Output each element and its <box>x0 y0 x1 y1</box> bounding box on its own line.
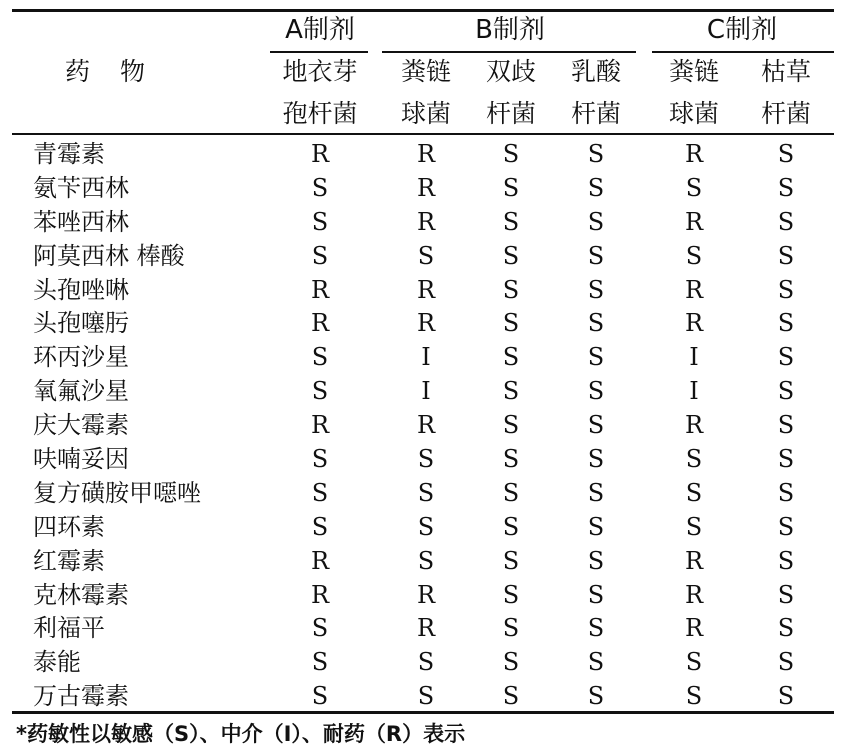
result-cell: R <box>684 140 704 168</box>
group-b-header: B制剂 <box>475 15 545 45</box>
result-cell: S <box>587 478 605 507</box>
col-header-5-line1: 粪链 <box>668 57 719 86</box>
result-cell: S <box>685 445 703 474</box>
result-cell: S <box>685 478 703 507</box>
result-cell: R <box>684 614 704 643</box>
result-cell: S <box>685 648 703 677</box>
result-cell: S <box>311 682 329 711</box>
col-header-3-line1: 双歧 <box>485 57 536 86</box>
table-row <box>0 206 844 240</box>
result-cell: S <box>777 241 795 270</box>
result-cell: S <box>587 445 605 474</box>
result-cell: S <box>417 546 435 575</box>
result-cell: S <box>777 411 795 440</box>
result-cell: S <box>777 343 795 372</box>
result-cell: S <box>502 173 520 202</box>
result-cell: I <box>421 343 431 372</box>
drug-column-header: 药物 <box>64 57 175 86</box>
result-cell: S <box>417 445 435 474</box>
result-cell: R <box>416 580 436 609</box>
result-cell: R <box>416 411 436 440</box>
drug-name-cell: 红霉素 <box>33 546 105 575</box>
result-cell: S <box>417 241 435 270</box>
table-row <box>0 443 844 477</box>
col-header-4-line2: 杆菌 <box>570 99 621 128</box>
result-cell: S <box>587 614 605 643</box>
table-row <box>0 274 844 308</box>
result-cell: R <box>416 140 436 168</box>
result-cell: I <box>421 377 431 406</box>
result-cell: S <box>587 580 605 609</box>
result-cell: S <box>587 275 605 304</box>
table-body <box>0 138 844 714</box>
result-cell: S <box>587 411 605 440</box>
result-cell: S <box>502 309 520 338</box>
result-cell: S <box>311 343 329 372</box>
result-cell: S <box>502 512 520 541</box>
result-cell: S <box>502 580 520 609</box>
result-cell: S <box>777 614 795 643</box>
drug-name-cell: 阿莫西林 棒酸 <box>33 241 185 270</box>
result-cell: R <box>684 411 704 440</box>
result-cell: S <box>587 377 605 406</box>
drug-name-cell: 环丙沙星 <box>33 343 129 372</box>
table-row <box>0 138 844 172</box>
result-cell: S <box>417 682 435 711</box>
result-cell: S <box>777 140 795 168</box>
result-cell: S <box>777 546 795 575</box>
table-row <box>0 307 844 341</box>
table-row <box>0 172 844 206</box>
drug-name-cell: 庆大霉素 <box>33 411 129 440</box>
result-cell: S <box>777 445 795 474</box>
drug-name-cell: 氨苄西林 <box>33 173 129 202</box>
drug-name-cell: 氧氟沙星 <box>33 377 129 406</box>
result-cell: S <box>502 648 520 677</box>
table-row <box>0 375 844 409</box>
result-cell: I <box>689 343 699 372</box>
result-cell: S <box>502 682 520 711</box>
col-header-4-line1: 乳酸 <box>570 57 621 86</box>
result-cell: S <box>777 377 795 406</box>
col-header-1-line1: 地衣芽 <box>282 57 358 86</box>
result-cell: S <box>502 377 520 406</box>
drug-name-cell: 头孢噻肟 <box>33 309 129 338</box>
result-cell: R <box>310 411 330 440</box>
result-cell: S <box>502 546 520 575</box>
col-header-6-line1: 枯草 <box>760 57 811 86</box>
result-cell: R <box>310 275 330 304</box>
drug-name-cell: 青霉素 <box>33 140 105 168</box>
drug-name-cell: 苯唑西林 <box>33 207 129 236</box>
result-cell: S <box>311 377 329 406</box>
drug-name-cell: 呋喃妥因 <box>33 445 129 474</box>
result-cell: S <box>777 512 795 541</box>
result-cell: R <box>310 140 330 168</box>
drug-name-cell: 泰能 <box>33 648 81 677</box>
result-cell: R <box>310 309 330 338</box>
result-cell: R <box>416 173 436 202</box>
result-cell: S <box>311 445 329 474</box>
result-cell: S <box>502 275 520 304</box>
result-cell: S <box>417 478 435 507</box>
table-row <box>0 579 844 613</box>
result-cell: S <box>777 648 795 677</box>
drug-name-cell: 克林霉素 <box>33 580 129 609</box>
table-row <box>0 646 844 680</box>
result-cell: S <box>502 343 520 372</box>
result-cell: R <box>416 275 436 304</box>
result-cell: R <box>416 207 436 236</box>
result-cell: S <box>777 275 795 304</box>
group-a-header: A制剂 <box>285 15 355 45</box>
table-row <box>0 612 844 646</box>
result-cell: S <box>587 140 605 168</box>
result-cell: R <box>684 275 704 304</box>
result-cell: S <box>502 411 520 440</box>
table-row <box>0 477 844 511</box>
result-cell: S <box>777 682 795 711</box>
result-cell: R <box>684 309 704 338</box>
result-cell: R <box>684 580 704 609</box>
result-cell: S <box>685 512 703 541</box>
result-cell: I <box>689 377 699 406</box>
header-rule <box>12 133 834 135</box>
result-cell: S <box>502 445 520 474</box>
result-cell: S <box>777 309 795 338</box>
result-cell: R <box>416 614 436 643</box>
result-cell: S <box>311 512 329 541</box>
result-cell: R <box>416 309 436 338</box>
drug-name-cell: 利福平 <box>33 614 105 643</box>
bottom-rule <box>12 711 834 714</box>
table-row <box>0 409 844 443</box>
col-header-6-line2: 杆菌 <box>760 99 811 128</box>
result-cell: S <box>502 241 520 270</box>
result-cell: S <box>587 546 605 575</box>
result-cell: S <box>777 478 795 507</box>
result-cell: S <box>502 207 520 236</box>
result-cell: S <box>417 648 435 677</box>
drug-name-cell: 四环素 <box>33 512 105 541</box>
result-cell: S <box>311 207 329 236</box>
result-cell: S <box>587 648 605 677</box>
result-cell: S <box>502 140 520 168</box>
result-cell: S <box>587 682 605 711</box>
col-header-1-line2: 孢杆菌 <box>282 99 358 128</box>
result-cell: S <box>587 343 605 372</box>
col-header-3-line2: 杆菌 <box>485 99 536 128</box>
group-c-header: C制剂 <box>706 15 778 45</box>
result-cell: S <box>502 478 520 507</box>
drug-name-cell: 头孢唑啉 <box>33 275 129 304</box>
table-row <box>0 511 844 545</box>
result-cell: S <box>587 173 605 202</box>
col-header-5-line2: 球菌 <box>668 99 719 128</box>
col-header-2-line1: 粪链 <box>400 57 451 86</box>
result-cell: R <box>310 546 330 575</box>
table-row <box>0 240 844 274</box>
result-cell: S <box>587 207 605 236</box>
result-cell: S <box>311 614 329 643</box>
footnote: *药敏性以敏感（S）、中介（I）、耐药（R）表示 <box>16 722 466 746</box>
result-cell: S <box>311 478 329 507</box>
table-row <box>0 341 844 375</box>
result-cell: R <box>684 546 704 575</box>
result-cell: S <box>685 241 703 270</box>
result-cell: S <box>587 309 605 338</box>
drug-name-cell: 万古霉素 <box>33 682 129 711</box>
result-cell: S <box>777 173 795 202</box>
result-cell: S <box>417 512 435 541</box>
result-cell: S <box>685 682 703 711</box>
result-cell: S <box>587 241 605 270</box>
result-cell: S <box>685 173 703 202</box>
result-cell: R <box>684 207 704 236</box>
table-row <box>0 680 844 714</box>
table-row <box>0 545 844 579</box>
result-cell: S <box>502 614 520 643</box>
result-cell: R <box>310 580 330 609</box>
result-cell: S <box>777 207 795 236</box>
result-cell: S <box>311 173 329 202</box>
drug-name-cell: 复方磺胺甲噁唑 <box>33 478 201 507</box>
result-cell: S <box>311 241 329 270</box>
result-cell: S <box>311 648 329 677</box>
result-cell: S <box>777 580 795 609</box>
col-header-2-line2: 球菌 <box>400 99 451 128</box>
result-cell: S <box>587 512 605 541</box>
